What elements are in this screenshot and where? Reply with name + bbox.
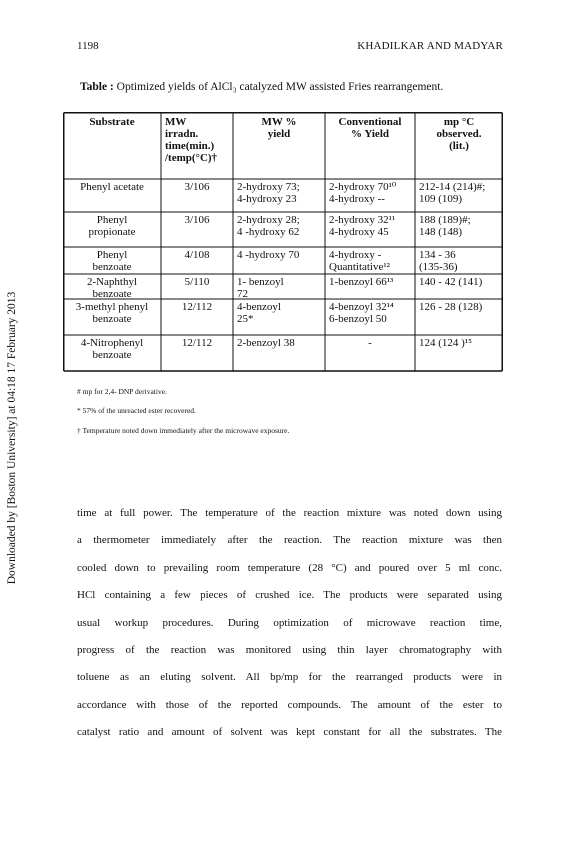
- table-header-cell: mp °C: [443, 116, 475, 128]
- running-head: KHADILKAR AND MADYAR: [357, 40, 503, 52]
- table-cell-time: 12/112: [181, 337, 213, 349]
- table-cell-substrate: benzoate: [92, 261, 132, 273]
- table-cell-mp: 212-14 (214)#;: [419, 181, 486, 193]
- table-header-cell: MW: [165, 116, 187, 128]
- download-watermark-text: Downloaded by [Boston University] at 04:18 17 February 2013: [6, 291, 18, 585]
- table-header-cell: yield: [267, 128, 291, 140]
- body-line: time at full power. The temperature of the reaction mixture was noted down using: [77, 507, 502, 519]
- table-cell-substrate: Phenyl: [96, 214, 128, 226]
- body-line: HCl containing a few pieces of crushed ice. The products were separated using: [77, 589, 502, 602]
- table-cell-conv-yield: 2-hydroxy 32¹¹: [329, 214, 396, 226]
- table-cell-conv-yield: 1-benzoyl 66¹³: [329, 276, 394, 288]
- body-line: a thermometer immediately after the reaction. The reaction mixture was then: [77, 534, 502, 547]
- page-number: 1198: [77, 40, 99, 52]
- results-table: [63, 112, 503, 372]
- table-cell-conv-yield: -: [368, 337, 372, 349]
- footnote: † Temperature noted down immediately after the microwave exposure.: [77, 426, 290, 435]
- table-cell-mw-yield: 1- benzoyl: [237, 276, 284, 288]
- table-header-cell: observed.: [436, 128, 482, 140]
- table-cell-mp: 109 (109): [419, 193, 463, 205]
- table-cell-mw-yield: 4-hydroxy 23: [237, 193, 297, 205]
- table-cell-substrate: benzoate: [92, 313, 132, 325]
- body-line: catalyst ratio and amount of solvent was kept constant for all the substrates. The: [77, 726, 502, 739]
- table-cell-substrate: Phenyl: [96, 249, 128, 261]
- table-cell-mp: (135-36): [419, 261, 458, 273]
- table-cell-conv-yield: 2-hydroxy 70¹⁰: [329, 181, 397, 193]
- body-line: cooled down to prevailing room temperature (28 °C) and poured over 5 ml conc.: [77, 561, 502, 574]
- footnote: # mp for 2,4- DNP derivative.: [77, 387, 167, 396]
- table-cell-conv-yield: Quantitative¹²: [329, 261, 390, 273]
- table-cell-time: 3/106: [184, 181, 210, 193]
- table-cell-time: 4/108: [184, 249, 210, 261]
- body-paragraph: [77, 500, 502, 747]
- table-cell-substrate: benzoate: [92, 288, 132, 300]
- table-cell-substrate: 2-Naphthyl: [86, 276, 138, 288]
- table-cell-time: 3/106: [184, 214, 210, 226]
- table-cell-mw-yield: 2-benzoyl 38: [237, 337, 295, 349]
- body-line: accordance with those of the reported compounds. The amount of the ester to: [77, 698, 502, 711]
- footnote: * 57% of the unreacted ester recovered.: [77, 406, 196, 415]
- table-cell-mw-yield: 2-hydroxy 28;: [237, 214, 300, 226]
- body-line: usual workup procedures. During optimization of microwave reaction time,: [77, 616, 502, 629]
- table-cell-mp: 188 (189)#;: [419, 214, 471, 226]
- table-header-cell: irradn.: [165, 128, 199, 140]
- body-line: toluene as an eluting solvent. All bp/mp for the rearranged products were in: [77, 671, 502, 684]
- table-caption-label: Table :: [80, 81, 114, 93]
- table-cell-mp: 148 (148): [419, 226, 463, 238]
- table-header-cell: % Yield: [351, 128, 389, 140]
- table-header-cell: time(min.): [165, 140, 215, 152]
- table-cell-mp: 126 - 28 (128): [419, 301, 483, 313]
- table-caption: [80, 81, 443, 93]
- table-cell-mw-yield: 2-hydroxy 73;: [237, 181, 300, 193]
- table-cell-conv-yield: 4-hydroxy --: [329, 193, 385, 205]
- table-cell-mw-yield: 25*: [237, 313, 254, 325]
- table-cell-substrate: benzoate: [92, 349, 132, 361]
- table-cell-substrate: propionate: [88, 226, 136, 238]
- download-watermark: [2, 263, 22, 613]
- table-cell-mp: 134 - 36: [419, 249, 456, 261]
- table-caption-text: Optimized yields of AlCl₃ catalyzed MW assisted Fries rearrangement.: [113, 81, 444, 93]
- table-cell-conv-yield: 4-benzoyl 32¹⁴: [329, 301, 394, 313]
- table-header-cell: MW %: [261, 116, 297, 128]
- table-header-cell: Substrate: [89, 116, 135, 128]
- table-cell-mw-yield: 4-benzoyl: [237, 301, 281, 313]
- table-header-cell: (lit.): [449, 140, 469, 152]
- table-cell-substrate: 3-methyl phenyl: [75, 301, 149, 313]
- table-cell-conv-yield: 6-benzoyl 50: [329, 313, 387, 325]
- table-cell-conv-yield: 4-hydroxy -: [329, 249, 382, 261]
- table-cell-substrate: Phenyl acetate: [80, 181, 144, 193]
- table-cell-conv-yield: 4-hydroxy 45: [329, 226, 389, 238]
- table-cell-time: 5/110: [184, 276, 210, 288]
- table-cell-mp: 140 - 42 (141): [419, 276, 483, 288]
- table-cell-time: 12/112: [181, 301, 213, 313]
- body-line: progress of the reaction was monitored using thin layer chromatography with: [77, 644, 502, 657]
- table-header-cell: /temp(°C)†: [165, 152, 218, 164]
- table-cell-substrate: 4-Nitrophenyl: [80, 337, 144, 349]
- table-header-cell: Conventional: [338, 116, 402, 128]
- table-cell-mw-yield: 4 -hydroxy 62: [237, 226, 300, 238]
- table-cell-mw-yield: 72: [237, 288, 248, 300]
- table-cell-mw-yield: 4 -hydroxy 70: [237, 249, 300, 261]
- table-cell-mp: 124 (124 )¹⁵: [419, 337, 472, 349]
